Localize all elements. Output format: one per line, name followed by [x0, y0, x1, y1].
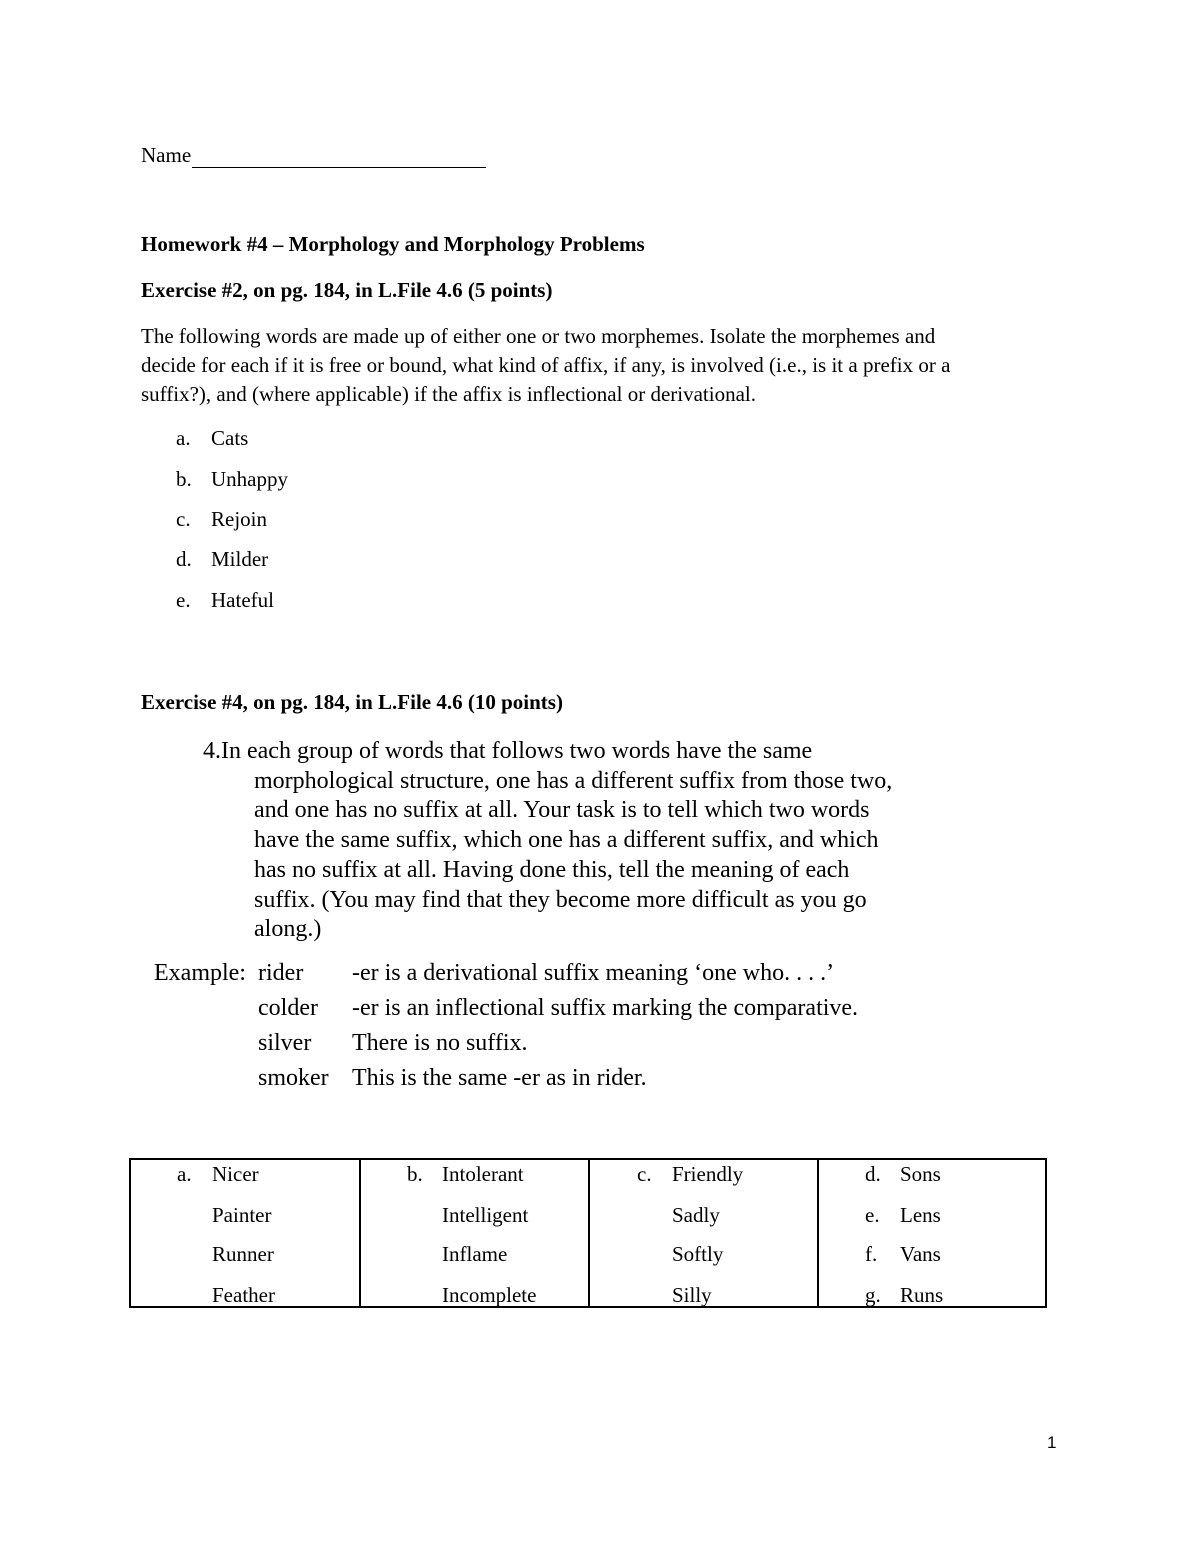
table-cell: Inflame: [442, 1242, 508, 1266]
page-number: 1: [1047, 1433, 1057, 1452]
table-cell: Vans: [900, 1242, 941, 1266]
excerpt-line: and one has no suffix at all. Your task is to tell which two words: [254, 797, 870, 824]
exercise2-heading: Exercise #2, on pg. 184, in L.File 4.6 (5 points): [141, 278, 553, 302]
table-cell: Nicer: [212, 1162, 259, 1186]
word-groups-table: [129, 1158, 1047, 1308]
excerpt-line: 4.In each group of words that follows two words have the same: [203, 738, 813, 764]
example-desc: -er is a derivational suffix meaning ‘one who. . . .’: [352, 960, 835, 986]
table-cell: Runs: [900, 1283, 944, 1307]
textbook-excerpt: [203, 737, 892, 945]
table-cell: Painter: [212, 1203, 272, 1227]
table-letter: g.: [865, 1283, 881, 1307]
example-word: smoker: [258, 1065, 329, 1091]
table-letter: d.: [865, 1162, 881, 1186]
list-word: Hateful: [211, 588, 274, 612]
exercise4-heading: Exercise #4, on pg. 184, in L.File 4.6 (10 points): [141, 690, 563, 714]
table-column-divider: [359, 1160, 361, 1306]
table-cell: Friendly: [672, 1162, 744, 1186]
table-cell: Intolerant: [442, 1162, 524, 1186]
list-letter: e.: [176, 588, 191, 612]
name-blank-line: [192, 143, 486, 168]
list-word: Rejoin: [211, 507, 267, 531]
excerpt-line: have the same suffix, which one has a different suffix, and which: [254, 827, 879, 854]
example-word: colder: [258, 995, 318, 1021]
list-letter: b.: [176, 467, 192, 491]
table-letter: a.: [177, 1162, 192, 1186]
example-word: silver: [258, 1030, 312, 1056]
list-letter: c.: [176, 507, 191, 531]
name-label: Name: [141, 143, 192, 167]
exercise2-instructions: [141, 322, 1061, 409]
table-column-divider: [588, 1160, 590, 1306]
table-cell: Softly: [672, 1242, 724, 1266]
example-desc: This is the same -er as in rider.: [352, 1065, 647, 1091]
list-word: Cats: [211, 426, 249, 450]
table-cell: Feather: [212, 1283, 275, 1307]
table-letter: c.: [637, 1162, 652, 1186]
example-word: rider: [258, 960, 304, 986]
table-cell: Lens: [900, 1203, 941, 1227]
instruction-line: suffix?), and (where applicable) if the affix is inflectional or derivational.: [141, 382, 756, 406]
example-desc: -er is an inflectional suffix marking the comparative.: [352, 995, 859, 1021]
example-label: Example:: [154, 960, 246, 986]
table-letter: b.: [407, 1162, 423, 1186]
list-letter: d.: [176, 547, 192, 571]
table-cell: Silly: [672, 1283, 712, 1307]
table-cell: Runner: [212, 1242, 274, 1266]
example-desc: There is no suffix.: [352, 1030, 528, 1056]
excerpt-line: suffix. (You may find that they become more difficult as you go: [254, 886, 867, 913]
instruction-line: The following words are made up of either one or two morphemes. Isolate the morphemes and: [141, 324, 936, 348]
list-word: Unhappy: [211, 467, 288, 491]
table-letter: e.: [865, 1203, 880, 1227]
name-field: [141, 143, 486, 168]
list-letter: a.: [176, 426, 191, 450]
table-cell: Incomplete: [442, 1283, 537, 1307]
instruction-line: decide for each if it is free or bound, what kind of affix, if any, is involved (i.e., is it a prefix or a: [141, 353, 951, 377]
excerpt-line: has no suffix at all. Having done this, tell the meaning of each: [254, 856, 850, 883]
excerpt-line: morphological structure, one has a different suffix from those two,: [254, 767, 893, 794]
table-letter: f.: [865, 1242, 878, 1266]
excerpt-line: along.): [254, 916, 322, 943]
list-word: Milder: [211, 547, 269, 571]
table-cell: Intelligent: [442, 1203, 529, 1227]
table-cell: Sadly: [672, 1203, 720, 1227]
table-column-divider: [817, 1160, 819, 1306]
homework-title: Homework #4 – Morphology and Morphology Problems: [141, 232, 645, 256]
table-cell: Sons: [900, 1162, 941, 1186]
